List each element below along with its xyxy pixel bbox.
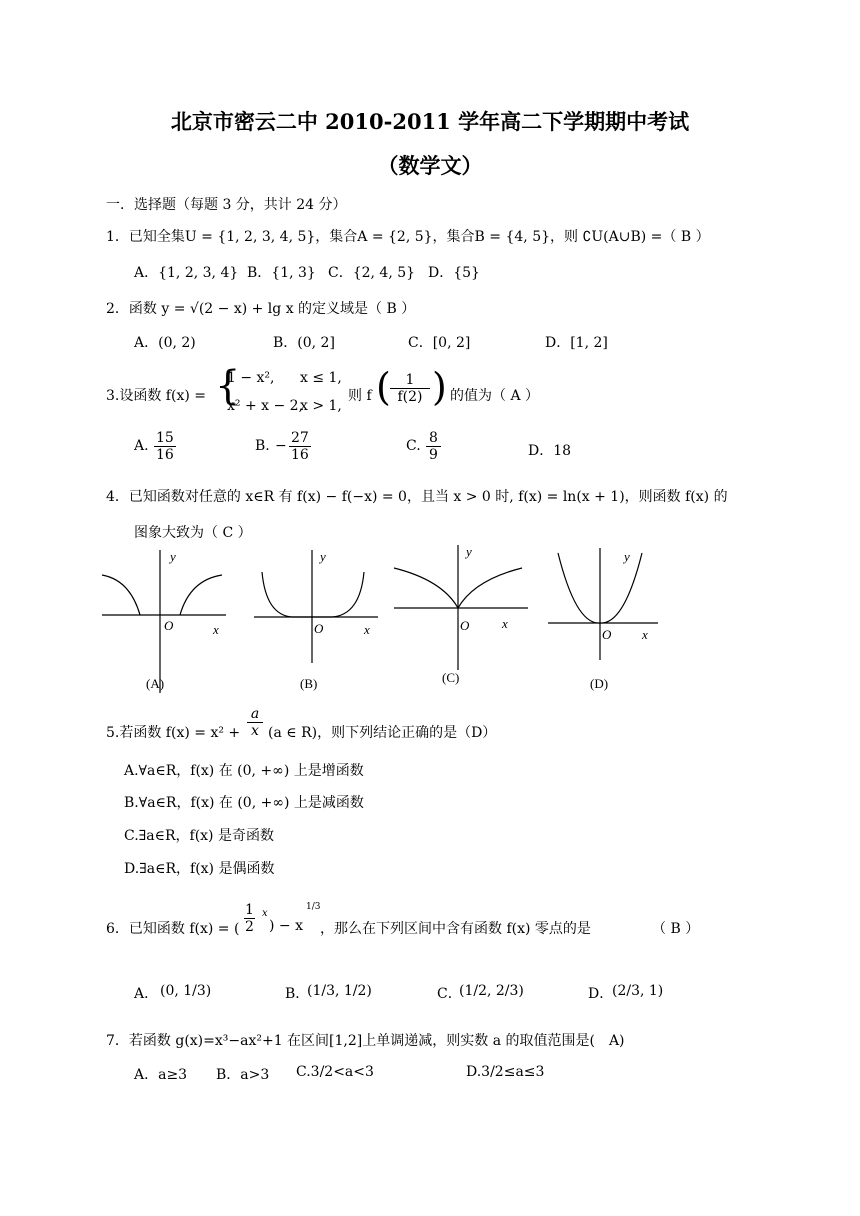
graph-d-x-label: x	[642, 627, 648, 642]
graph-b-curve	[262, 572, 364, 617]
graph-d	[546, 545, 666, 695]
piecewise-brace: {	[215, 363, 241, 409]
q3-cond-1: x ≤ 1,	[300, 370, 342, 386]
q3-cond-2: x > 1,	[300, 398, 342, 414]
graph-d-y-label: y	[624, 549, 630, 564]
q5-option-d: D.∃a∈R，f(x) 是偶函数	[124, 861, 275, 877]
graph-c-origin: O	[460, 618, 470, 633]
graph-a-origin: O	[164, 618, 174, 633]
q7-option-a: A．a≥3	[134, 1067, 188, 1083]
q7-option-d: D.3/2≤a≤3	[466, 1064, 545, 1080]
q3-option-c-label: C.	[406, 438, 421, 454]
q5-frac-den: x	[251, 723, 259, 739]
q3-case-1: 1 − x²,	[227, 370, 275, 386]
q6-option-c-label: C．	[437, 986, 462, 1002]
q3-option-c-frac	[426, 430, 441, 463]
q3-b-den: 16	[291, 447, 309, 463]
q2-option-c: C．[0, 2]	[408, 335, 471, 351]
graph-c-curve-left	[394, 568, 458, 608]
graph-b-origin: O	[314, 621, 324, 636]
q7-option-c: C.3/2<a<3	[296, 1064, 374, 1080]
graph-c-x-label: x	[502, 616, 508, 631]
q6-option-b-label: B．	[285, 986, 310, 1002]
question-6-prefix: 6．已知函数 f(x) = (	[106, 921, 240, 937]
q6-option-d-label: D．	[588, 986, 614, 1002]
q6-exp-x: x	[262, 908, 268, 919]
q2-option-a: A．(0, 2)	[134, 335, 196, 351]
q3-suffix: 的值为（ A ）	[450, 388, 540, 404]
q6-option-a-label: A．	[134, 986, 159, 1002]
q1-option-b: B．{1, 3}	[247, 265, 316, 281]
q5-fraction	[247, 706, 263, 739]
q2-option-d: D．[1, 2]	[545, 335, 608, 351]
question-4-line-2: 图象大致为（ C ）	[134, 525, 252, 541]
q6-half-frac	[244, 902, 255, 935]
q3-option-a-label: A.	[134, 438, 149, 454]
q1-option-c: C．{2, 4, 5}	[328, 265, 416, 281]
q3-option-a-frac	[154, 430, 176, 463]
graph-a-curve-right	[180, 575, 222, 615]
q7-option-b: B．a>3	[216, 1067, 270, 1083]
q5-suffix: (a ∈ R)，则下列结论正确的是（D）	[268, 725, 497, 741]
q5-option-a: A.∀a∈R，f(x) 在 (0, +∞) 上是增函数	[124, 763, 364, 779]
graph-b-caption: (B)	[300, 676, 318, 691]
graph-d-origin: O	[602, 627, 612, 642]
question-3-prefix: 3.设函数 f(x) =	[106, 388, 206, 404]
question-2: 2．函数 y = √(2 − x) + lg x 的定义域是（ B ）	[106, 301, 416, 317]
section-heading: 一．选择题（每题 3 分，共计 24 分）	[106, 197, 347, 213]
graph-a-curve-left	[102, 575, 140, 615]
q3-option-b-frac	[289, 430, 311, 463]
q3-right-paren: )	[432, 365, 447, 409]
q3-left-paren: (	[376, 365, 391, 409]
q3-frac-den: f(2)	[397, 389, 423, 405]
graph-c-caption: (C)	[442, 670, 460, 685]
q6-suffix: ，那么在下列区间中含有函数 f(x) 零点的是	[320, 921, 591, 937]
page-subtitle: （数学文）	[377, 153, 483, 178]
q3-a-num: 15	[156, 430, 174, 446]
q6-mid: ) − x	[269, 918, 303, 934]
question-1: 1．已知全集U = {1, 2, 3, 4, 5}，集合A = {2, 5}，集合B = {4, 5}，则 ∁U(A∪B) =（ B ）	[106, 229, 710, 245]
q3-c-den: 9	[429, 447, 438, 463]
q3-frac-num: 1	[390, 372, 430, 389]
q3-option-b-label: B.	[255, 438, 270, 454]
graph-a-x-label: x	[213, 622, 219, 637]
graph-a	[100, 545, 230, 695]
q6-half-den: 2	[245, 919, 254, 935]
q6-exp-third: 1/3	[306, 902, 321, 912]
graph-c-y-label: y	[466, 544, 472, 559]
graph-d-caption: (D)	[590, 676, 609, 691]
q3-c-num: 8	[426, 430, 441, 447]
graph-b-y-label: y	[320, 549, 326, 564]
q6-answer: （ B ）	[652, 921, 700, 937]
question-7: 7．若函数 g(x)=x³−ax²+1 在区间[1,2]上单调递减，则实数 a 的取值范围是( A)	[106, 1033, 625, 1049]
q6-option-b: (1/3, 1/2)	[307, 983, 372, 999]
q6-option-c: (1/2, 2/3)	[459, 983, 524, 999]
q3-b-num: 27	[291, 430, 309, 446]
graph-a-caption: (A)	[146, 676, 165, 691]
question-4-line-1: 4．已知函数对任意的 x∈R 有 f(x) − f(−x) = 0，且当 x > 0 时, f(x) = ln(x + 1)，则函数 f(x) 的	[106, 489, 728, 505]
q3-option-b-sign: −	[275, 438, 287, 454]
question-5-prefix: 5.若函数 f(x) = x² +	[106, 725, 241, 741]
q3-option-d: D．18	[528, 443, 572, 459]
q1-option-a: A．{1, 2, 3, 4}	[134, 265, 239, 281]
q3-a-den: 16	[156, 447, 174, 463]
q5-option-b: B.∀a∈R，f(x) 在 (0, +∞) 上是减函数	[124, 795, 364, 811]
graph-b	[252, 545, 382, 695]
q5-option-c: C.∃a∈R，f(x) 是奇函数	[124, 828, 274, 844]
q1-option-d: D．{5}	[428, 265, 480, 281]
q3-mid: 则 f	[348, 388, 372, 404]
q3-case-2: x² + x − 2,	[227, 398, 304, 414]
graph-c-curve-right	[458, 568, 522, 608]
graph-c	[392, 540, 532, 690]
q3-fraction	[390, 372, 430, 405]
q6-option-d: (2/3, 1)	[612, 983, 664, 999]
q2-option-b: B．(0, 2]	[273, 335, 335, 351]
q6-half-num: 1	[245, 902, 254, 918]
q5-frac-num: a	[247, 706, 263, 723]
graph-a-y-label: y	[170, 549, 176, 564]
graph-b-x-label: x	[364, 622, 370, 637]
page-title: 北京市密云二中 2010-2011 学年高二下学期期中考试	[170, 109, 690, 134]
q6-option-a: (0, 1/3)	[160, 983, 212, 999]
